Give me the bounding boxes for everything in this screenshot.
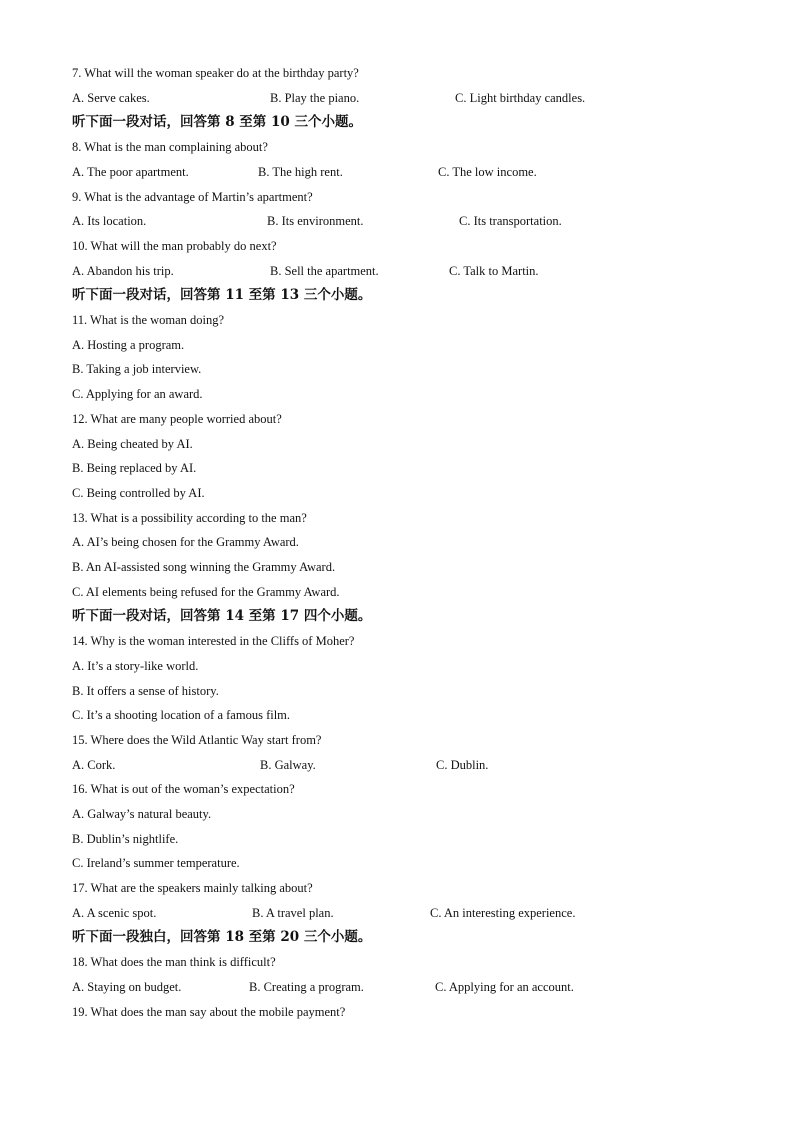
q9-option-c: C. Its transportation. [459, 214, 562, 228]
q12-option-b: B. Being replaced by AI. [72, 461, 197, 475]
section-heading-18-20: 听下面一段独白，回答第 18 至第 20 三个小题。 [72, 929, 372, 945]
question-19: 19. What does the man say about the mobile payment? [72, 1005, 346, 1019]
question-11: 11. What is the woman doing? [72, 313, 225, 327]
q15-option-c: C. Dublin. [436, 758, 489, 772]
question-14: 14. Why is the woman interested in the Cliffs of Moher? [72, 634, 355, 648]
q13-option-a: A. AI’s being chosen for the Grammy Award. [72, 535, 299, 549]
q15-option-b: B. Galway. [260, 758, 316, 772]
q17-option-b: B. A travel plan. [252, 906, 334, 920]
q14-option-c: C. It’s a shooting location of a famous film. [72, 708, 291, 722]
q15-option-a: A. Cork. [72, 758, 116, 772]
q14-option-b: B. It offers a sense of history. [72, 684, 219, 698]
q7-option-c: C. Light birthday candles. [455, 91, 586, 105]
q9-option-b: B. Its environment. [267, 214, 364, 228]
q12-option-a: A. Being cheated by AI. [72, 437, 193, 451]
q8-option-a: A. The poor apartment. [72, 165, 189, 179]
q8-option-b: B. The high rent. [258, 165, 343, 179]
q16-option-b: B. Dublin’s nightlife. [72, 832, 179, 846]
question-7: 7. What will the woman speaker do at the birthday party? [72, 66, 359, 80]
q18-option-b: B. Creating a program. [249, 980, 364, 994]
q13-option-c: C. AI elements being refused for the Grammy Award. [72, 585, 340, 599]
q17-option-c: C. An interesting experience. [430, 906, 576, 920]
q10-option-a: A. Abandon his trip. [72, 264, 174, 278]
q11-option-c: C. Applying for an award. [72, 387, 203, 401]
q11-option-a: A. Hosting a program. [72, 338, 185, 352]
q18-option-a: A. Staying on budget. [72, 980, 182, 994]
q18-option-c: C. Applying for an account. [435, 980, 574, 994]
q16-option-a: A. Galway’s natural beauty. [72, 807, 212, 821]
q17-option-a: A. A scenic spot. [72, 906, 157, 920]
question-15: 15. Where does the Wild Atlantic Way start from? [72, 733, 322, 747]
question-13: 13. What is a possibility according to the man? [72, 511, 307, 525]
question-16: 16. What is out of the woman’s expectation? [72, 782, 295, 796]
q10-option-b: B. Sell the apartment. [270, 264, 379, 278]
q11-option-b: B. Taking a job interview. [72, 362, 202, 376]
q13-option-b: B. An AI-assisted song winning the Grammy Award. [72, 560, 336, 574]
question-9: 9. What is the advantage of Martin’s apartment? [72, 190, 313, 204]
q7-option-b: B. Play the piano. [270, 91, 360, 105]
section-heading-8-10: 听下面一段对话，回答第 8 至第 10 三个小题。 [72, 114, 362, 130]
q9-option-a: A. Its location. [72, 214, 147, 228]
q10-option-c: C. Talk to Martin. [449, 264, 539, 278]
q8-option-c: C. The low income. [438, 165, 537, 179]
question-17: 17. What are the speakers mainly talking about? [72, 881, 313, 895]
question-10: 10. What will the man probably do next? [72, 239, 277, 253]
question-12: 12. What are many people worried about? [72, 412, 282, 426]
question-18: 18. What does the man think is difficult? [72, 955, 276, 969]
q7-option-a: A. Serve cakes. [72, 91, 150, 105]
question-8: 8. What is the man complaining about? [72, 140, 268, 154]
q12-option-c: C. Being controlled by AI. [72, 486, 205, 500]
section-heading-14-17: 听下面一段对话，回答第 14 至第 17 四个小题。 [72, 608, 372, 624]
q16-option-c: C. Ireland’s summer temperature. [72, 856, 240, 870]
q14-option-a: A. It’s a story-like world. [72, 659, 199, 673]
section-heading-11-13: 听下面一段对话，回答第 11 至第 13 三个小题。 [72, 287, 372, 303]
